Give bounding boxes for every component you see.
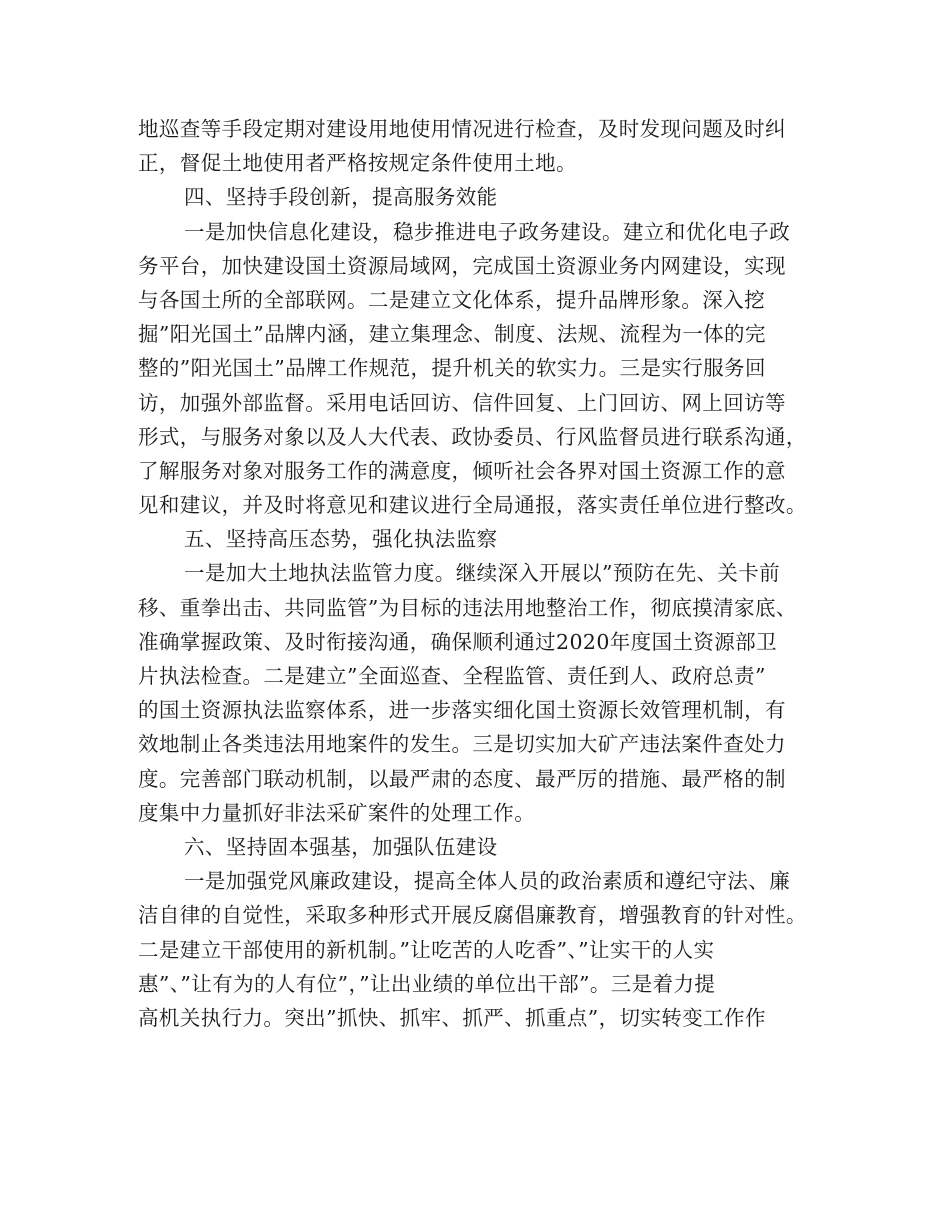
paragraph-line: 惠”、”让有为的人有位”，”让出业绩的单位出干部”。三是着力提 [138, 971, 716, 996]
paragraph-line: 的国土资源执法监察体系，进一步落实细化国土资源长效管理机制，有 [138, 698, 786, 723]
paragraph-line: 洁自律的自觉性，采取多种形式开展反腐倡廉教育，增强教育的针对性。 [138, 903, 807, 928]
paragraph-line: 务平台，加快建设国土资源局域网，完成国土资源业务内网建设，实现 [138, 253, 786, 278]
paragraph-line: 形式，与服务对象以及人大代表、政协委员、行风监督员进行联系沟通， [138, 424, 807, 449]
paragraph-line: 效地制止各类违法用地案件的发生。三是切实加大矿产违法案件查处力 [138, 732, 786, 757]
paragraph-line-indented: 四、坚持手段创新，提高服务效能 [184, 185, 498, 210]
paragraph-line: 二是建立干部使用的新机制。”让吃苦的人吃香”、”让实干的人实 [138, 937, 715, 962]
paragraph-line-indented: 六、坚持固本强基，加强队伍建设 [184, 834, 498, 859]
paragraph-line-indented: 一是加快信息化建设，稳步推进电子政务建设。建立和优化电子政 [184, 219, 791, 244]
paragraph-line: 片执法检查。二是建立”全面巡查、全程监管、责任到人、政府总责” [138, 664, 766, 688]
paragraph-line: 度集中力量抓好非法采矿案件的处理工作。 [138, 800, 536, 825]
paragraph-line: 掘”阳光国土”品牌内涵，建立集理念、制度、法规、流程为一体的完 [138, 322, 766, 347]
paragraph-line: 见和建议，并及时将意见和建议进行全局通报，落实责任单位进行整改。 [138, 493, 807, 518]
paragraph-line: 了解服务对象对服务工作的满意度，倾听社会各界对国土资源工作的意 [138, 458, 786, 483]
paragraph-line-indented: 五、坚持高压态势，强化执法监察 [184, 527, 498, 552]
paragraph-line: 访，加强外部监督。采用电话回访、信件回复、上门回访、网上回访等 [138, 390, 786, 415]
paragraph-line-indented: 一是加强党风廉政建设，提高全体人员的政治素质和遵纪守法、廉 [184, 869, 791, 894]
paragraph-line-indented: 一是加大土地执法监管力度。继续深入开展以”预防在先、关卡前 [184, 561, 781, 586]
paragraph-line: 准确掌握政策、及时衔接沟通，确保顺利通过2020年度国土资源部卫 [138, 629, 777, 654]
paragraph-line: 地巡查等手段定期对建设用地使用情况进行检查，及时发现问题及时纠 [138, 117, 786, 141]
paragraph-line: 高机关执行力。突出”抓快、抓牢、抓严、抓重点”，切实转变工作作 [138, 1005, 766, 1030]
paragraph-line: 度。完善部门联动机制，以最严肃的态度、最严厉的措施、最严格的制 [138, 766, 786, 791]
document-body [138, 112, 828, 1035]
paragraph-line: 整的”阳光国土”品牌工作规范，提升机关的软实力。三是实行服务回 [138, 356, 766, 381]
paragraph-line: 移、重拳出击、共同监管”为目标的违法用地整治工作，彻底摸清家底、 [138, 595, 797, 620]
paragraph-line: 正，督促土地使用者严格按规定条件使用土地。 [138, 151, 577, 176]
paragraph-line: 与各国土所的全部联网。二是建立文化体系，提升品牌形象。深入挖 [138, 287, 765, 312]
